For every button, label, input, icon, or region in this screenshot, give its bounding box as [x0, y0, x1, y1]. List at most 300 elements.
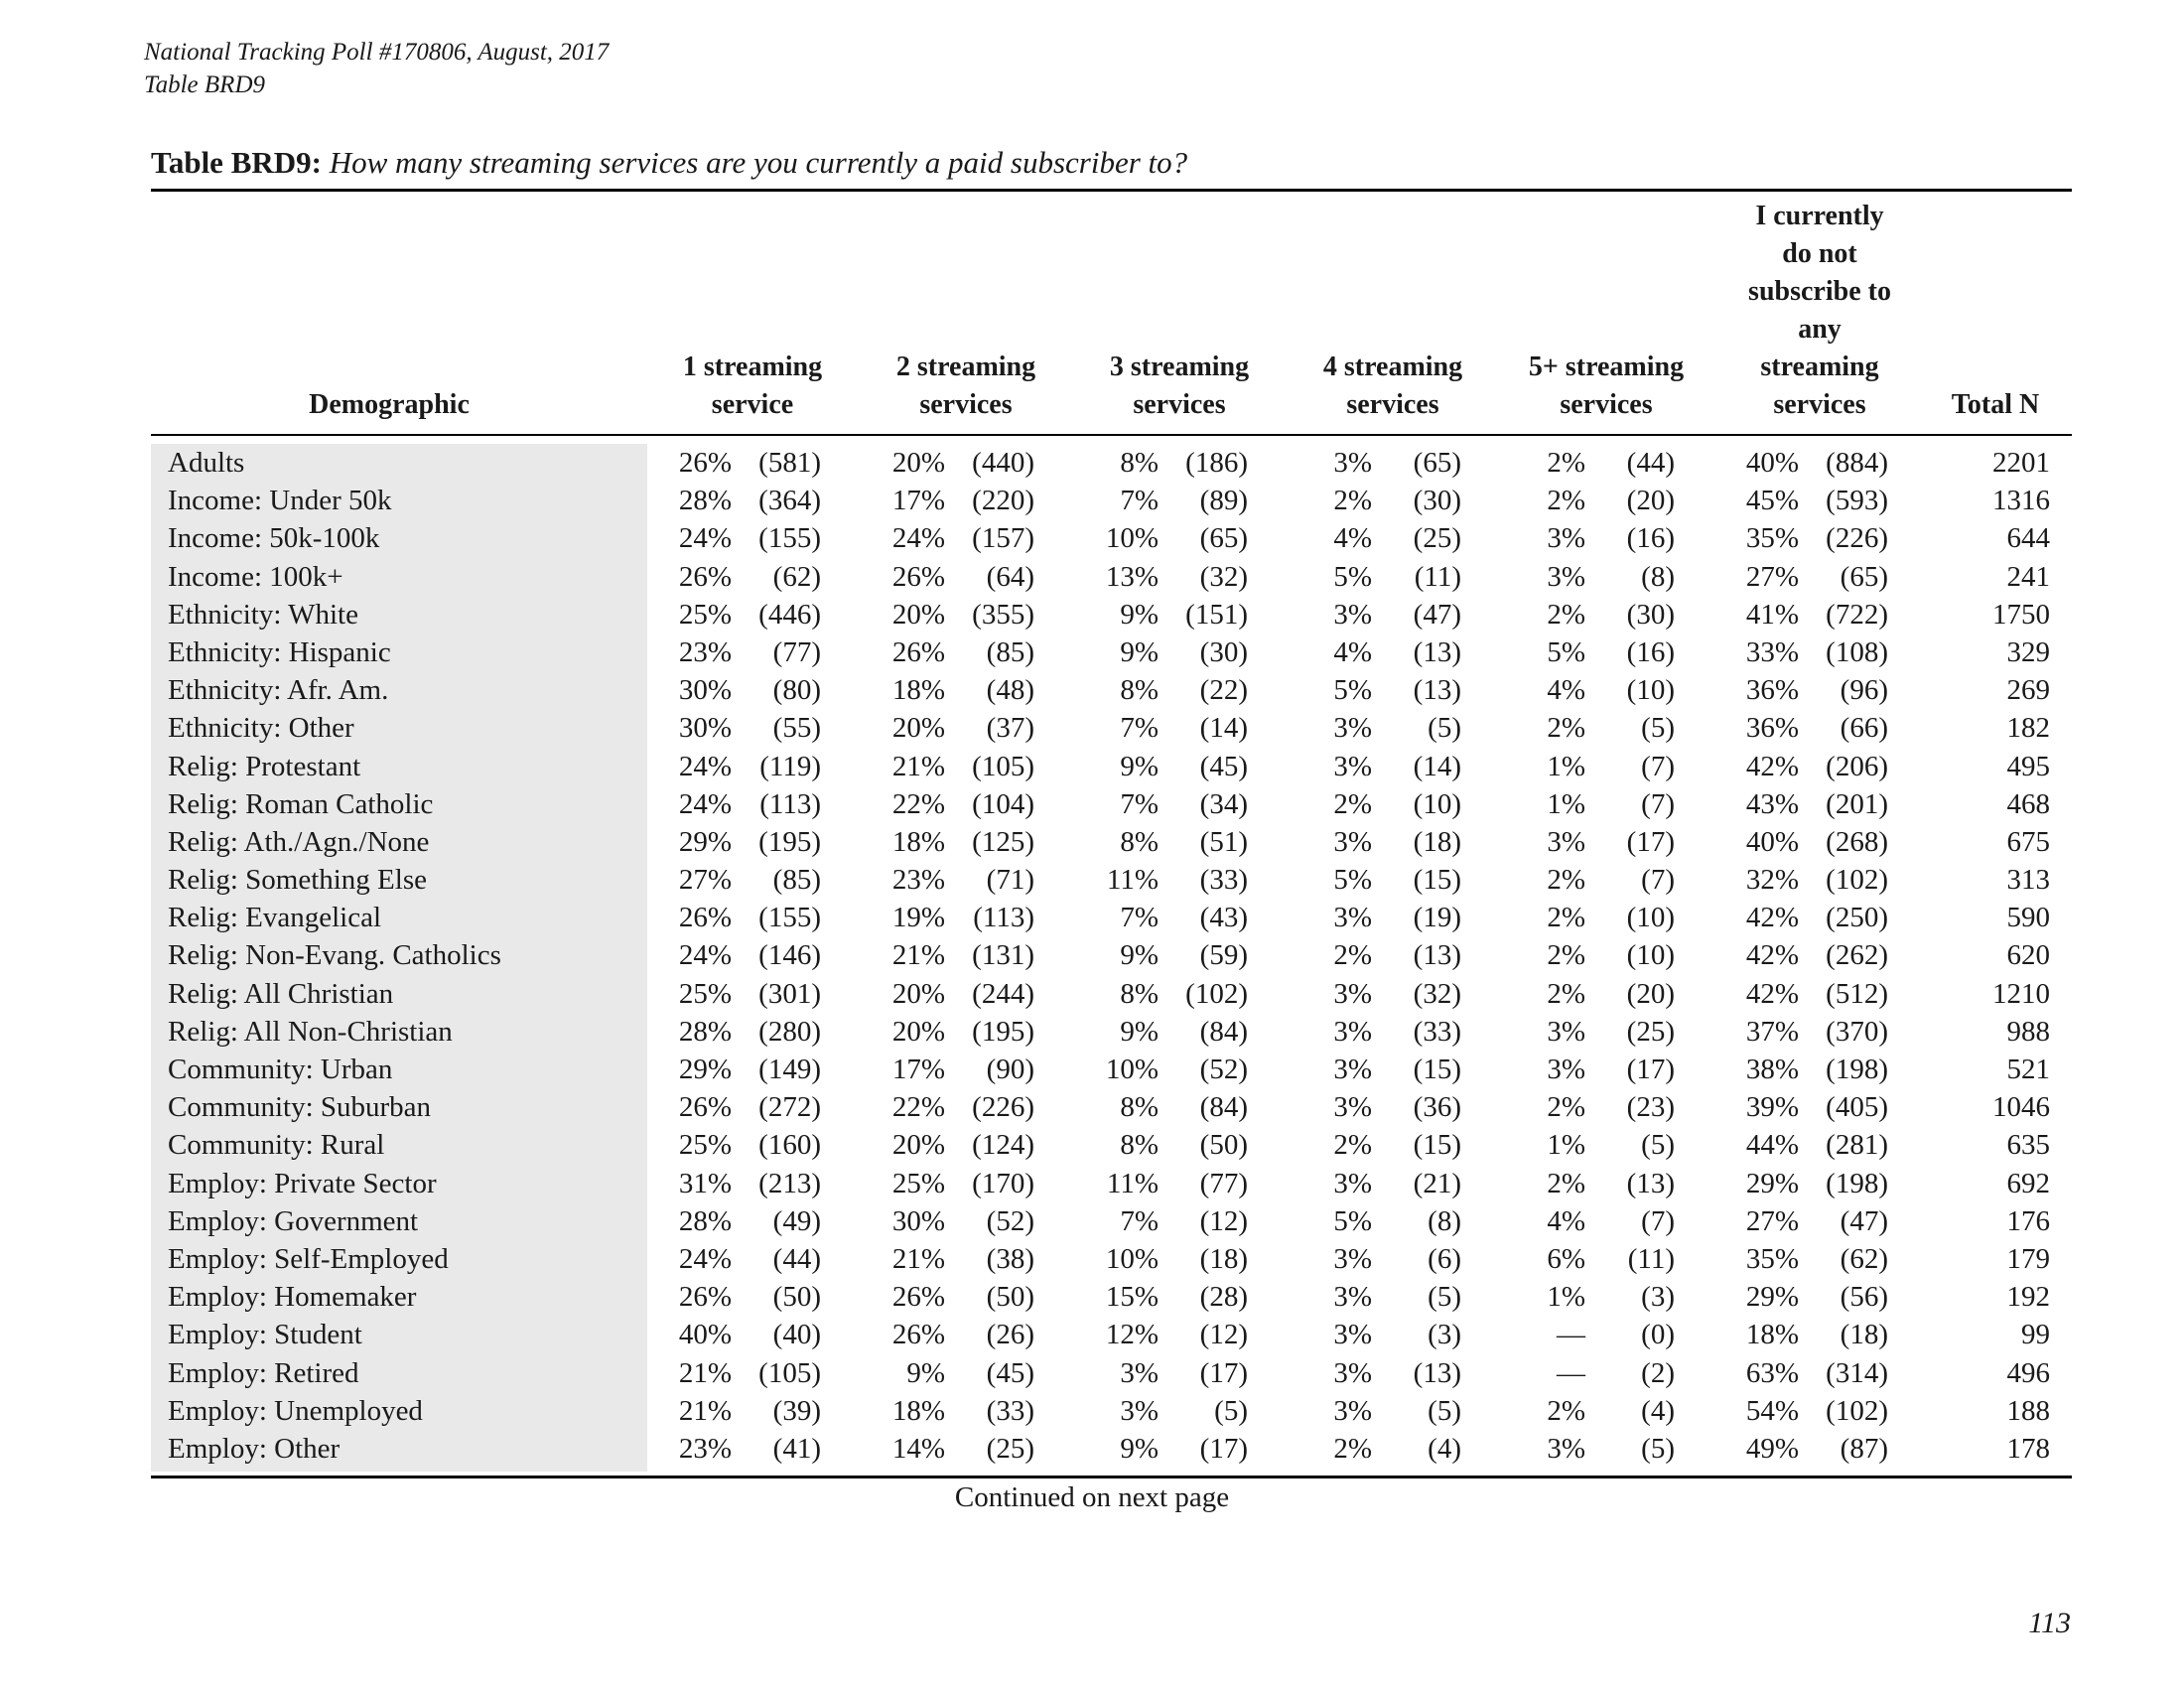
pct-3: 10% — [1105, 1054, 1159, 1085]
pct-5: 3% — [1547, 1432, 1585, 1465]
table-row — [0, 1051, 2184, 1088]
pct-6: 40% — [1745, 825, 1799, 858]
pct-5: 1% — [1547, 787, 1585, 820]
n-6: (66) — [1840, 712, 1888, 745]
page-number: 113 — [2028, 1607, 2071, 1639]
pct-4: 3% — [1333, 1356, 1372, 1389]
n-2: (26) — [986, 1319, 1034, 1351]
pct-4: 3% — [1333, 750, 1372, 782]
n-4: (21) — [1413, 1167, 1461, 1199]
total-n: 176 — [2006, 1204, 2050, 1237]
row-label: Employ: Homemaker — [168, 1281, 417, 1314]
pct-5: 3% — [1547, 1015, 1585, 1048]
pct-4: 5% — [1333, 1204, 1372, 1237]
n-3: (65) — [1199, 522, 1248, 555]
pct-3: 7% — [1120, 1204, 1159, 1237]
row-label: Employ: Other — [168, 1432, 341, 1465]
n-5: (7) — [1641, 1204, 1675, 1237]
running-header — [144, 36, 609, 101]
total-n: 635 — [2006, 1129, 2050, 1162]
n-2: (50) — [986, 1281, 1034, 1314]
n-5: (16) — [1626, 635, 1675, 668]
pct-1: 21% — [678, 1356, 732, 1389]
row-label: Income: 50k-100k — [168, 522, 380, 555]
n-3: (186) — [1185, 447, 1248, 479]
table-row — [0, 748, 2184, 785]
pct-5: 3% — [1547, 560, 1585, 593]
n-6: (201) — [1826, 787, 1888, 820]
pct-5: 5% — [1547, 635, 1585, 668]
n-1: (62) — [772, 560, 821, 593]
total-n: 692 — [2006, 1167, 2050, 1199]
n-2: (25) — [986, 1432, 1034, 1465]
n-2: (85) — [986, 635, 1034, 668]
pct-3: 8% — [1120, 1129, 1159, 1162]
n-3: (33) — [1199, 864, 1248, 897]
pct-3: 7% — [1120, 902, 1159, 934]
pct-3: 3% — [1120, 1394, 1159, 1427]
n-2: (90) — [986, 1054, 1034, 1085]
n-2: (131) — [972, 939, 1034, 972]
table-row — [0, 1202, 2184, 1240]
pct-4: 3% — [1333, 447, 1372, 479]
n-3: (28) — [1199, 1281, 1248, 1314]
col-header-5plus-services: 5+ streaming services — [1528, 352, 1685, 420]
n-5: (10) — [1626, 939, 1675, 972]
table-title-question: How many streaming services are you currently a paid subscriber to? — [329, 145, 1188, 180]
pct-6: 33% — [1745, 635, 1799, 668]
pct-6: 39% — [1745, 1091, 1799, 1124]
pct-1: 25% — [678, 598, 732, 631]
pct-1: 23% — [678, 635, 732, 668]
n-5: (5) — [1641, 1432, 1675, 1465]
table-row — [0, 709, 2184, 747]
pct-1: 29% — [678, 1054, 732, 1085]
table-row — [0, 1430, 2184, 1468]
total-n: 1210 — [1992, 977, 2050, 1010]
total-n: 521 — [2006, 1054, 2050, 1085]
total-n: 620 — [2006, 939, 2050, 972]
n-4: (25) — [1413, 522, 1461, 555]
pct-5: 2% — [1547, 447, 1585, 479]
pct-3: 12% — [1105, 1319, 1159, 1351]
n-3: (50) — [1199, 1129, 1248, 1162]
n-5: (25) — [1626, 1015, 1675, 1048]
table-row — [0, 596, 2184, 633]
n-6: (65) — [1840, 560, 1888, 593]
n-3: (22) — [1199, 674, 1248, 707]
n-4: (10) — [1413, 787, 1461, 820]
pct-2: 20% — [891, 1129, 945, 1162]
pct-2: 25% — [891, 1167, 945, 1199]
row-label: Employ: Unemployed — [168, 1394, 423, 1427]
total-n: 1750 — [1992, 598, 2050, 631]
pct-4: 3% — [1333, 712, 1372, 745]
pct-4: 3% — [1333, 825, 1372, 858]
total-n: 192 — [2006, 1281, 2050, 1314]
pct-3: 10% — [1105, 522, 1159, 555]
n-2: (226) — [972, 1091, 1034, 1124]
pct-5: 2% — [1547, 939, 1585, 972]
n-3: (89) — [1199, 485, 1248, 517]
pct-2: 18% — [891, 825, 945, 858]
pct-1: 30% — [678, 712, 732, 745]
pct-4: 3% — [1333, 1242, 1372, 1275]
table-row — [0, 1316, 2184, 1353]
table-title-label: Table BRD9: — [151, 145, 322, 180]
n-6: (226) — [1826, 522, 1888, 555]
table-row — [0, 1354, 2184, 1392]
n-4: (65) — [1413, 447, 1461, 479]
n-3: (45) — [1199, 750, 1248, 782]
n-3: (14) — [1199, 712, 1248, 745]
n-1: (44) — [772, 1242, 821, 1275]
table-row — [0, 936, 2184, 974]
row-label: Ethnicity: White — [168, 598, 358, 631]
pct-3: 15% — [1105, 1281, 1159, 1314]
n-3: (30) — [1199, 635, 1248, 668]
table-row — [0, 1278, 2184, 1316]
pct-1: 26% — [678, 1281, 732, 1314]
total-n: 496 — [2006, 1356, 2050, 1389]
n-2: (220) — [972, 485, 1034, 517]
col-header-total-n: Total N — [1951, 389, 2040, 420]
pct-3: 3% — [1120, 1356, 1159, 1389]
pct-6: 43% — [1745, 787, 1799, 820]
header-rule — [151, 434, 2072, 436]
n-4: (15) — [1413, 1054, 1461, 1085]
n-3: (34) — [1199, 787, 1248, 820]
pct-5: 1% — [1547, 750, 1585, 782]
pct-3: 8% — [1120, 977, 1159, 1010]
pct-6: 42% — [1745, 939, 1799, 972]
row-label: Income: 100k+ — [168, 560, 343, 593]
pct-2: 26% — [891, 1281, 945, 1314]
pct-3: 9% — [1120, 1432, 1159, 1465]
row-label: Relig: All Christian — [168, 977, 394, 1010]
pct-1: 25% — [678, 1129, 732, 1162]
pct-5: 3% — [1547, 1054, 1585, 1085]
pct-2: 19% — [891, 902, 945, 934]
n-6: (281) — [1826, 1129, 1888, 1162]
pct-3: 13% — [1105, 560, 1159, 593]
n-4: (8) — [1428, 1204, 1461, 1237]
n-4: (5) — [1428, 712, 1461, 745]
n-5: (8) — [1641, 560, 1675, 593]
pct-1: 24% — [678, 787, 732, 820]
n-3: (17) — [1199, 1432, 1248, 1465]
pct-2: 26% — [891, 635, 945, 668]
pct-2: 30% — [891, 1204, 945, 1237]
pct-5: 2% — [1547, 598, 1585, 631]
n-2: (355) — [972, 598, 1034, 631]
n-6: (884) — [1826, 447, 1888, 479]
n-5: (2) — [1641, 1356, 1675, 1389]
table-body — [0, 444, 2184, 1468]
pct-3: 11% — [1106, 1167, 1159, 1199]
table-row — [0, 633, 2184, 671]
n-1: (77) — [772, 635, 821, 668]
pct-4: 3% — [1333, 977, 1372, 1010]
row-label: Ethnicity: Afr. Am. — [168, 674, 389, 707]
pct-1: 24% — [678, 750, 732, 782]
table-row — [0, 558, 2184, 596]
n-4: (18) — [1413, 825, 1461, 858]
table-row — [0, 861, 2184, 899]
table-row — [0, 823, 2184, 861]
pct-1: 26% — [678, 902, 732, 934]
n-3: (52) — [1199, 1054, 1248, 1085]
pct-2: 24% — [891, 522, 945, 555]
table-row — [0, 1126, 2184, 1164]
n-4: (33) — [1413, 1015, 1461, 1048]
pct-1: 26% — [678, 1091, 732, 1124]
pct-4: 2% — [1333, 1432, 1372, 1465]
col-header-no-services: I currently do not subscribe to any streaming services — [1748, 201, 1891, 420]
top-rule — [151, 189, 2072, 192]
n-4: (47) — [1413, 598, 1461, 631]
n-5: (3) — [1641, 1281, 1675, 1314]
pct-6: 63% — [1745, 1356, 1799, 1389]
n-2: (33) — [986, 1394, 1034, 1427]
n-1: (446) — [758, 598, 821, 631]
pct-5: 2% — [1547, 1167, 1585, 1199]
n-1: (119) — [759, 750, 821, 782]
n-1: (581) — [758, 447, 821, 479]
pct-1: 26% — [678, 560, 732, 593]
table-title — [151, 145, 1187, 181]
n-6: (47) — [1840, 1204, 1888, 1237]
n-4: (13) — [1413, 939, 1461, 972]
n-5: (20) — [1626, 977, 1675, 1010]
pct-4: 5% — [1333, 560, 1372, 593]
pct-4: 3% — [1333, 902, 1372, 934]
n-6: (314) — [1826, 1356, 1888, 1389]
pct-6: 35% — [1745, 522, 1799, 555]
n-4: (30) — [1413, 485, 1461, 517]
pct-3: 9% — [1120, 1015, 1159, 1048]
pct-5: 6% — [1547, 1242, 1585, 1275]
pct-1: 23% — [678, 1432, 732, 1465]
total-n: 99 — [2021, 1319, 2050, 1351]
n-3: (51) — [1199, 825, 1248, 858]
total-n: 988 — [2006, 1015, 2050, 1048]
total-n: 2201 — [1992, 447, 2050, 479]
table-row — [0, 444, 2184, 482]
table-row — [0, 482, 2184, 519]
row-label: Community: Rural — [168, 1129, 385, 1162]
n-5: (44) — [1626, 447, 1675, 479]
total-n: 313 — [2006, 864, 2050, 897]
n-2: (48) — [986, 674, 1034, 707]
pct-4: 2% — [1333, 485, 1372, 517]
pct-2: 21% — [891, 750, 945, 782]
row-label: Relig: Roman Catholic — [168, 787, 434, 820]
n-1: (105) — [758, 1356, 821, 1389]
pct-3: 7% — [1120, 485, 1159, 517]
n-3: (151) — [1185, 598, 1248, 631]
n-1: (364) — [758, 485, 821, 517]
col-header-2-services: 2 streaming services — [895, 352, 1036, 420]
n-6: (593) — [1826, 485, 1888, 517]
pct-1: 24% — [678, 939, 732, 972]
pct-6: 27% — [1745, 560, 1799, 593]
n-2: (105) — [972, 750, 1034, 782]
n-2: (124) — [972, 1129, 1034, 1162]
n-4: (32) — [1413, 977, 1461, 1010]
pct-6: 32% — [1745, 864, 1799, 897]
row-label: Ethnicity: Hispanic — [168, 635, 391, 668]
n-6: (108) — [1826, 635, 1888, 668]
n-4: (6) — [1428, 1242, 1461, 1275]
pct-4: 2% — [1333, 1129, 1372, 1162]
table-row — [0, 519, 2184, 557]
n-6: (405) — [1826, 1091, 1888, 1124]
n-4: (15) — [1413, 864, 1461, 897]
row-label: Relig: Evangelical — [168, 902, 382, 934]
n-2: (195) — [972, 1015, 1034, 1048]
total-n: 178 — [2006, 1432, 2050, 1465]
pct-3: 9% — [1120, 750, 1159, 782]
n-4: (5) — [1428, 1394, 1461, 1427]
n-2: (170) — [972, 1167, 1034, 1199]
pct-5: 4% — [1547, 674, 1585, 707]
pct-4: 2% — [1333, 787, 1372, 820]
pct-1: 21% — [678, 1394, 732, 1427]
n-6: (62) — [1840, 1242, 1888, 1275]
pct-6: 37% — [1745, 1015, 1799, 1048]
pct-1: 29% — [678, 825, 732, 858]
n-4: (19) — [1413, 902, 1461, 934]
n-1: (40) — [772, 1319, 821, 1351]
n-1: (113) — [759, 787, 821, 820]
n-5: (17) — [1626, 1054, 1675, 1085]
n-3: (77) — [1199, 1167, 1248, 1199]
n-3: (18) — [1199, 1242, 1248, 1275]
n-2: (125) — [972, 825, 1034, 858]
pct-4: 3% — [1333, 1167, 1372, 1199]
n-4: (13) — [1413, 674, 1461, 707]
pct-4: 5% — [1333, 864, 1372, 897]
table-row — [0, 1392, 2184, 1430]
n-3: (102) — [1185, 977, 1248, 1010]
n-2: (64) — [986, 560, 1034, 593]
pct-3: 9% — [1120, 598, 1159, 631]
col-header-1-service: 1 streaming service — [682, 352, 823, 420]
pct-3: 8% — [1120, 825, 1159, 858]
pct-6: 49% — [1745, 1432, 1799, 1465]
n-2: (104) — [972, 787, 1034, 820]
n-5: (17) — [1626, 825, 1675, 858]
pct-2: 21% — [891, 939, 945, 972]
n-6: (512) — [1826, 977, 1888, 1010]
n-3: (84) — [1199, 1015, 1248, 1048]
pct-6: 44% — [1745, 1129, 1799, 1162]
n-2: (440) — [972, 447, 1034, 479]
total-n: 1316 — [1992, 485, 2050, 517]
pct-1: 27% — [678, 864, 732, 897]
pct-2: 26% — [891, 560, 945, 593]
pct-1: 24% — [678, 522, 732, 555]
pct-4: 3% — [1333, 1091, 1372, 1124]
pct-5: 2% — [1547, 977, 1585, 1010]
pct-2: 22% — [891, 1091, 945, 1124]
n-5: (4) — [1641, 1394, 1675, 1427]
pct-5: 4% — [1547, 1204, 1585, 1237]
pct-5: 2% — [1547, 1091, 1585, 1124]
pct-4: 5% — [1333, 674, 1372, 707]
n-5: (10) — [1626, 674, 1675, 707]
n-1: (50) — [772, 1281, 821, 1314]
n-4: (15) — [1413, 1129, 1461, 1162]
n-4: (36) — [1413, 1091, 1461, 1124]
n-4: (5) — [1428, 1281, 1461, 1314]
n-6: (102) — [1826, 864, 1888, 897]
n-1: (213) — [758, 1167, 821, 1199]
n-1: (39) — [772, 1394, 821, 1427]
table-row — [0, 899, 2184, 936]
n-5: (7) — [1641, 787, 1675, 820]
row-label: Relig: Ath./Agn./None — [168, 825, 430, 858]
pct-2: 14% — [891, 1432, 945, 1465]
pct-6: 38% — [1745, 1054, 1799, 1085]
n-1: (155) — [758, 902, 821, 934]
row-label: Ethnicity: Other — [168, 712, 354, 745]
pct-3: 7% — [1120, 712, 1159, 745]
n-2: (157) — [972, 522, 1034, 555]
pct-4: 3% — [1333, 1054, 1372, 1085]
n-3: (43) — [1199, 902, 1248, 934]
n-5: (0) — [1641, 1319, 1675, 1351]
pct-6: 18% — [1745, 1319, 1799, 1351]
n-4: (3) — [1428, 1319, 1461, 1351]
n-5: (5) — [1641, 1129, 1675, 1162]
pct-3: 8% — [1120, 674, 1159, 707]
n-1: (155) — [758, 522, 821, 555]
pct-2: 20% — [891, 447, 945, 479]
n-6: (250) — [1826, 902, 1888, 934]
row-label: Community: Urban — [168, 1054, 393, 1085]
col-header-3-services: 3 streaming services — [1109, 352, 1250, 420]
pct-5: 2% — [1547, 902, 1585, 934]
pct-5: — — [1557, 1356, 1585, 1389]
pct-4: 4% — [1333, 635, 1372, 668]
n-2: (71) — [986, 864, 1034, 897]
n-6: (56) — [1840, 1281, 1888, 1314]
total-n: 182 — [2006, 712, 2050, 745]
pct-1: 40% — [678, 1319, 732, 1351]
row-label: Income: Under 50k — [168, 485, 392, 517]
n-5: (16) — [1626, 522, 1675, 555]
n-3: (12) — [1199, 1319, 1248, 1351]
total-n: 675 — [2006, 825, 2050, 858]
pct-4: 3% — [1333, 1394, 1372, 1427]
total-n: 644 — [2006, 522, 2050, 555]
row-label: Relig: Non-Evang. Catholics — [168, 939, 501, 972]
n-3: (84) — [1199, 1091, 1248, 1124]
n-6: (722) — [1826, 598, 1888, 631]
n-6: (18) — [1840, 1319, 1888, 1351]
n-5: (10) — [1626, 902, 1675, 934]
pct-2: 22% — [891, 787, 945, 820]
n-1: (146) — [758, 939, 821, 972]
pct-5: 3% — [1547, 522, 1585, 555]
pct-1: 30% — [678, 674, 732, 707]
n-3: (12) — [1199, 1204, 1248, 1237]
total-n: 179 — [2006, 1242, 2050, 1275]
n-3: (59) — [1199, 939, 1248, 972]
n-6: (206) — [1826, 750, 1888, 782]
